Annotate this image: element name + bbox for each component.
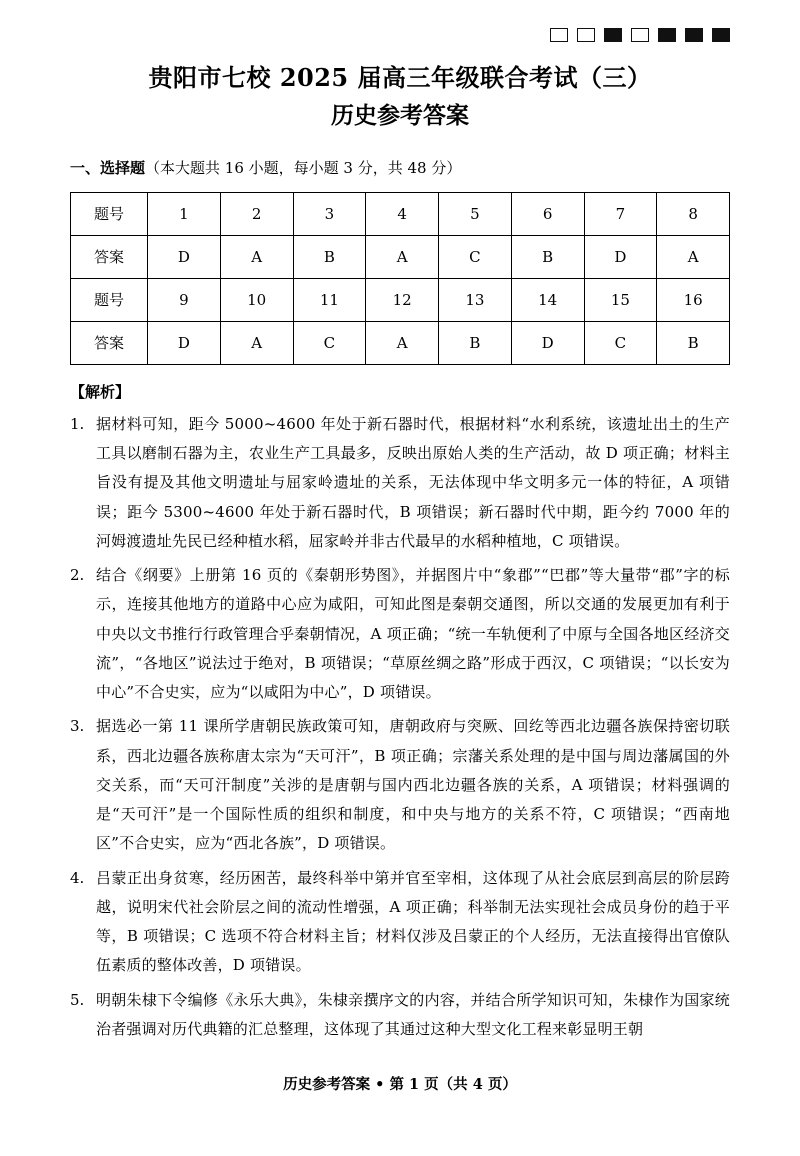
page-title: 贵阳市七校 2025 届高三年级联合考试（三） xyxy=(148,63,652,92)
analysis-heading: 【解析】 xyxy=(70,382,131,401)
title-block xyxy=(70,62,730,131)
item-text: 吕蒙正出身贫寒，经历困苦，最终科举中第并官至宰相，这体现了从社会底层到高层的阶层跨越，说明宋代社会阶层之间的流动性增强，A 项正确；科举制无法实现社会成员身份的趋于平等，B 项错误；C 选项不符合材料主旨；材料仅涉及吕蒙正的个人经历，无法直接得出官僚队伍素质的整体改善，D 项错误。 xyxy=(96,868,730,975)
table-cell: A xyxy=(220,321,293,364)
row-label: 答案 xyxy=(71,235,148,278)
list-item xyxy=(70,986,730,1045)
item-text: 结合《纲要》上册第 16 页的《秦朝形势图》，并据图片中“象郡”“巴郡”等大量带“郡”字的标示，连接其他地方的道路中心应为咸阳，可知此图是秦朝交通图，所以交通的发展更加有利于中央以文书推行行政管理合乎秦朝情况，A 项正确；“统一车轨便利了中原与全国各地区经济交流”，“各地区”说法过于绝对，B 项错误；“草原丝绸之路”形成于西汉，C 项错误；“以长安为中心”不合史实，应为“以咸阳为中心”，D 项错误。 xyxy=(96,566,730,702)
item-number: 4. xyxy=(70,868,85,887)
table-cell: D xyxy=(148,321,221,364)
table-cell: B xyxy=(293,235,366,278)
table-cell: B xyxy=(657,321,730,364)
table-cell: A xyxy=(220,235,293,278)
table-cell: D xyxy=(511,321,584,364)
table-cell: C xyxy=(439,235,512,278)
mark-block xyxy=(685,28,703,42)
table-cell: A xyxy=(366,235,439,278)
section-heading xyxy=(70,157,730,180)
table-cell: 12 xyxy=(366,278,439,321)
table-row xyxy=(71,235,730,278)
mark-block xyxy=(577,28,595,42)
table-cell: 13 xyxy=(439,278,512,321)
table-cell: A xyxy=(657,235,730,278)
table-cell: D xyxy=(148,235,221,278)
table-cell: B xyxy=(511,235,584,278)
table-cell: 10 xyxy=(220,278,293,321)
table-cell: 11 xyxy=(293,278,366,321)
table-cell: 3 xyxy=(293,192,366,235)
item-text: 明朝朱棣下令编修《永乐大典》，朱棣亲撰序文的内容，并结合所学知识可知，朱棣作为国家统治者强调对历代典籍的汇总整理，这体现了其通过这种大型文化工程来彰显明王朝 xyxy=(96,990,730,1038)
list-item xyxy=(70,864,730,981)
table-cell: 5 xyxy=(439,192,512,235)
table-cell: 7 xyxy=(584,192,657,235)
table-cell: 4 xyxy=(366,192,439,235)
item-number: 1. xyxy=(70,414,85,433)
list-item xyxy=(70,561,730,707)
item-number: 3. xyxy=(70,717,85,736)
table-cell: 2 xyxy=(220,192,293,235)
item-text: 据选必一第 11 课所学唐朝民族政策可知，唐朝政府与突厥、回纥等西北边疆各族保持密切联系，西北边疆各族称唐太宗为“天可汗”，B 项正确；宗藩关系处理的是中国与周边藩属国的外交关系，而“天可汗制度”关涉的是唐朝与国内西北边疆各族的关系，A 项错误；材料强调的是“天可汗”是一个国际性质的组织和制度，和中央与地方的关系不符，C 项错误；“西南地区”不合史实，应为“西北各族”，D 项错误。 xyxy=(96,717,730,853)
explanation-list xyxy=(70,410,730,1044)
barcode-marks xyxy=(550,28,730,42)
page-footer: 历史参考答案 • 第 1 页（共 4 页） xyxy=(283,1076,517,1093)
row-label: 答案 xyxy=(71,321,148,364)
list-item xyxy=(70,712,730,858)
table-cell: A xyxy=(366,321,439,364)
item-text: 据材料可知，距今 5000~4600 年处于新石器时代，根据材料“水利系统，该遗址出土的生产工具以磨制石器为主，农业生产工具最多，反映出原始人类的生产活动，故 D 项正确；材料主旨没有提及其他文明遗址与屈家岭遗址的关系，无法体现中华文明多元一体的特征，A 项错误；距今 5300~4600 年处于新石器时代，B 项错误；新石器时代中期，距今约 7000 年的河姆渡遗址先民已经种植水稻，屈家岭并非古代最早的水稻种植地，C 项错误。 xyxy=(96,414,730,550)
item-number: 5. xyxy=(70,990,85,1009)
table-cell: 8 xyxy=(657,192,730,235)
table-cell: 14 xyxy=(511,278,584,321)
mark-block xyxy=(712,28,730,42)
page-subtitle: 历史参考答案 xyxy=(331,102,469,130)
table-cell: 9 xyxy=(148,278,221,321)
table-cell: C xyxy=(584,321,657,364)
table-cell: 15 xyxy=(584,278,657,321)
table-cell: B xyxy=(439,321,512,364)
table-cell: D xyxy=(584,235,657,278)
table-cell: 1 xyxy=(148,192,221,235)
mark-block xyxy=(604,28,622,42)
item-number: 2. xyxy=(70,566,85,585)
table-row xyxy=(71,278,730,321)
list-item xyxy=(70,410,730,556)
row-label: 题号 xyxy=(71,278,148,321)
answer-key-table xyxy=(70,192,730,365)
mark-block xyxy=(658,28,676,42)
section-heading-label: 一、选择题 xyxy=(70,159,146,178)
mark-block xyxy=(550,28,568,42)
table-row xyxy=(71,321,730,364)
table-cell: C xyxy=(293,321,366,364)
row-label: 题号 xyxy=(71,192,148,235)
mark-block xyxy=(631,28,649,42)
table-cell: 16 xyxy=(657,278,730,321)
table-cell: 6 xyxy=(511,192,584,235)
table-row xyxy=(71,192,730,235)
section-heading-detail: （本大题共 16 小题，每小题 3 分，共 48 分） xyxy=(145,159,462,178)
